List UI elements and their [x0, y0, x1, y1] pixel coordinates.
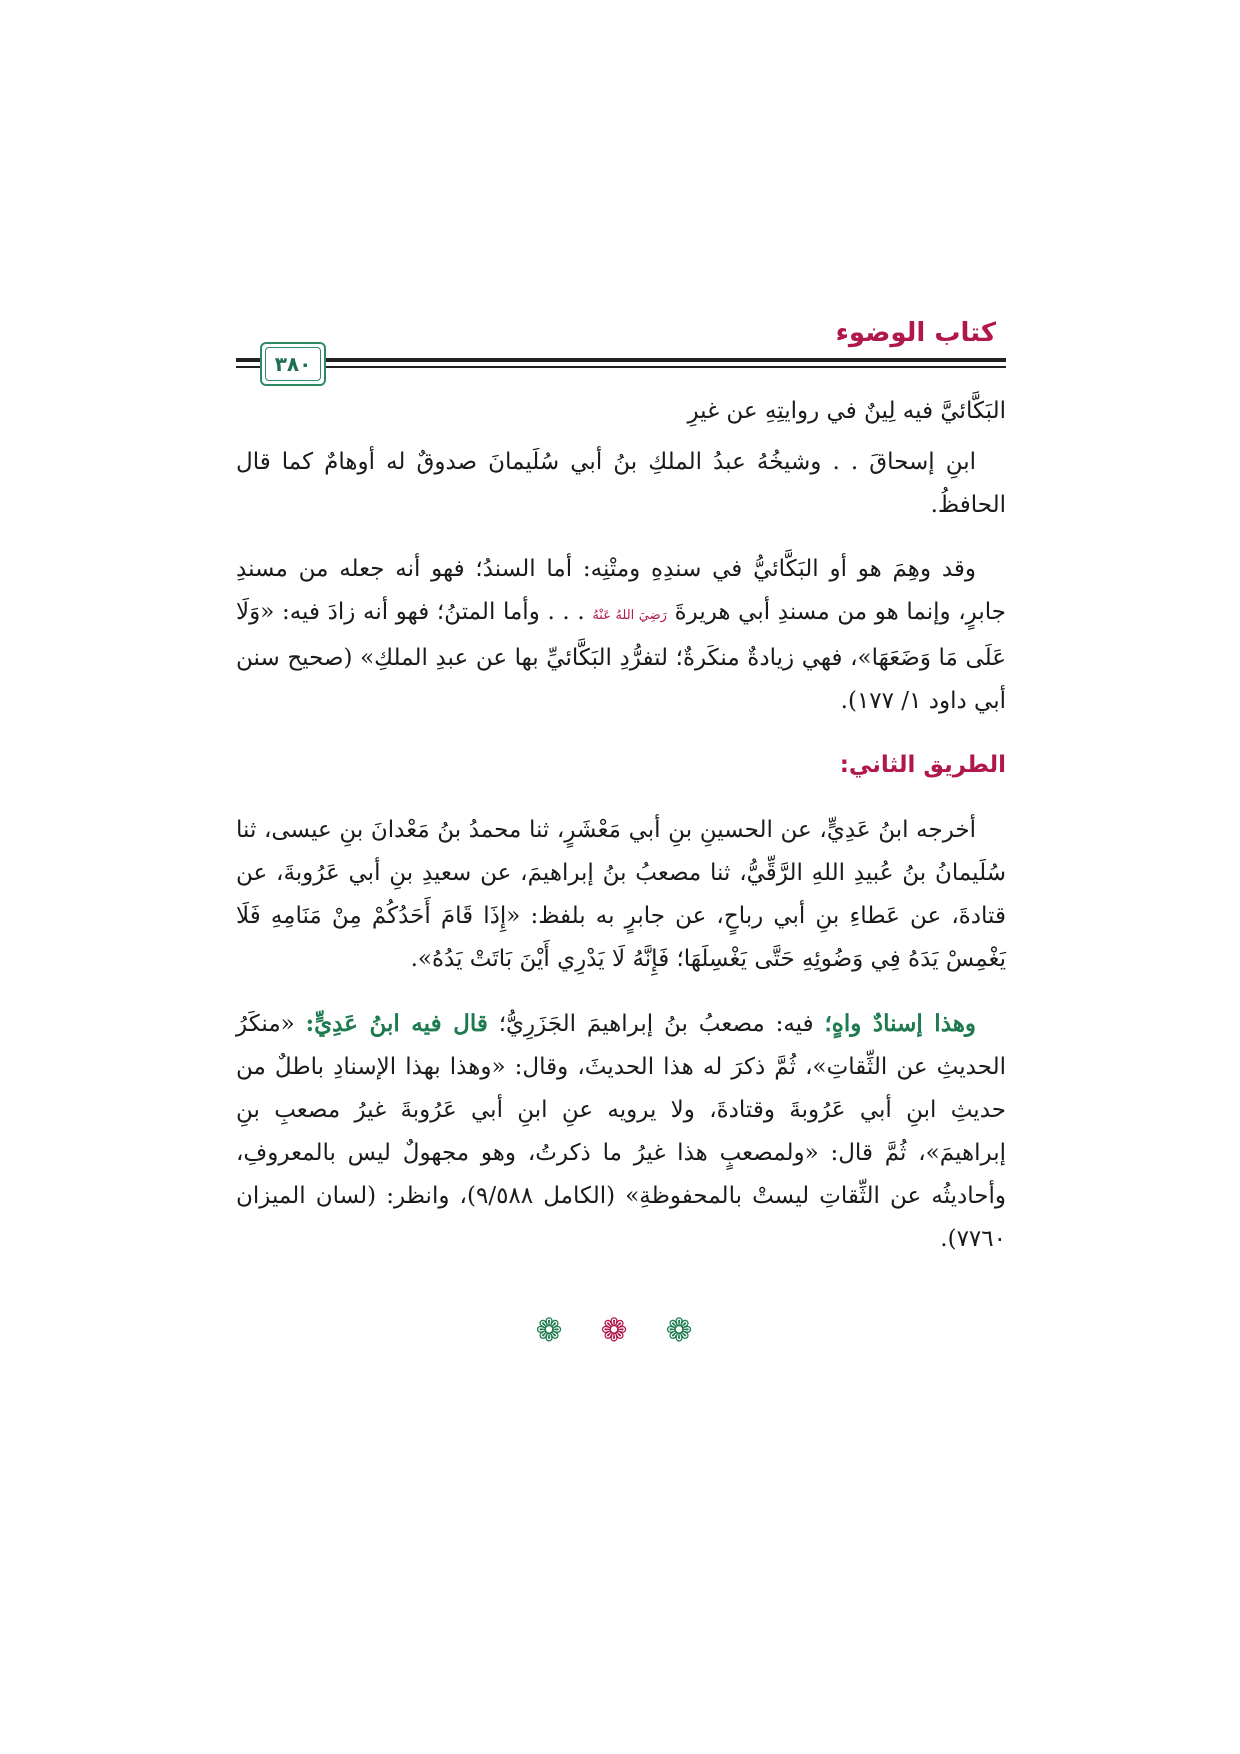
floral-ornament-icon: ❁: [665, 1311, 707, 1349]
paragraph-1: البَكَّائيَّ فيه لِينٌ في روايتِهِ عن غيرِ: [687, 398, 1006, 424]
paragraph-5-verdict: وهذا إسنادٌ واهٍ؛: [824, 1010, 977, 1037]
section-heading: الطريق الثاني:: [839, 752, 1006, 778]
paragraph-5-quote-intro: قال فيه ابنُ عَدِيٍّ:: [305, 1010, 488, 1037]
paragraph-4: أخرجه ابنُ عَدِيٍّ، عن الحسينِ بنِ أبي مَعْشَرٍ، ثنا محمدُ بنُ مَعْدانَ بنِ عيسى، ثنا سُلَيمانُ بنُ عُبيدِ اللهِ الرَّقِّيُّ، ثنا مصعبُ بنُ إبراهيمَ، عن سعيدِ بنِ أبي عَرُوبةَ، عن قتادةَ، عن عَطاءِ بنِ أبي رباحٍ، عن جابرٍ به بلفظ: «إِذَا قَامَ أَحَدُكُمْ مِنْ مَنَامِهِ فَلَا يَغْمِسْ يَدَهُ فِي وَضُوئِهِ حَتَّى يَغْسِلَهَا؛ فَإِنَّهُ لَا يَدْرِي أَيْنَ بَاتَتْ يَدُهُ».: [236, 817, 1006, 972]
paragraph-2: ابنِ إسحاقَ . . وشيخُهُ عبدُ الملكِ بنُ أبي سُلَيمانَ صدوقٌ له أوهامٌ كما قال الحافظُ.: [236, 449, 1006, 518]
paragraph-3: [236, 548, 1006, 723]
page-header: [236, 318, 1006, 384]
floral-ornament-icon: ❁: [600, 1311, 642, 1349]
paragraph-5-text-b: «منكَرُ الحديثِ عن الثِّقاتِ»، ثُمَّ ذكرَ له هذا الحديثَ، وقال: «وهذا بهذا الإسنادِ باطلٌ من حديثِ ابنِ أبي عَرُوبةَ وقتادةَ، ولا يرويه عنِ ابنِ أبي عَرُوبةَ غيرُ مصعبِ بنِ إبراهيمَ»، ثُمَّ قال: «ولمصعبٍ هذا غيرُ ما ذكرتُ، وهو مجهولٌ ليس بالمعروفِ، وأحاديثُه عن الثِّقاتِ ليستْ بالمحفوظةِ» (الكامل ٩/٥٨٨)، وانظر: (لسان الميزان ٧٧٦٠).: [236, 1011, 1006, 1252]
honorific-glyph: رَضِيَ اللهُ عَنْهُ: [592, 608, 667, 623]
paragraph-3-text-a: وقد وهِمَ هو أو البَكَّائيُّ في سندِهِ ومتْنِه: أما السندُ؛ فهو أنه جعله من مسندِ جابرٍ، وإنما هو من مسندِ أبي هريرةَ: [236, 556, 1007, 625]
page: [236, 318, 1006, 1349]
header-rule-thick: [236, 358, 1006, 362]
paragraph-5: [236, 1002, 1006, 1261]
body-text: [236, 390, 1006, 1261]
floral-ornament-icon: ❁: [535, 1311, 577, 1349]
page-number-badge: [260, 342, 326, 386]
paragraph-5-text-a: فيه: مصعبُ بنُ إبراهيمَ الجَزَرِيُّ؛: [487, 1011, 814, 1037]
end-ornaments: [236, 1311, 1006, 1349]
paragraph-3-text-b: . . . وأما المتنُ؛ فهو أنه زادَ فيه: «وَلَا عَلَى مَا وَضَعَهَا»، فهي زيادةٌ منكَرةٌ؛ لتفرُّدِ البَكَّائيِّ بها عن عبدِ الملكِ» (صحيح سنن أبي داود ١/ ١٧٧).: [236, 599, 1006, 714]
header-rule-thin: [236, 366, 1006, 368]
page-number: ٣٨٠: [274, 352, 312, 376]
book-title: كتاب الوضوء: [835, 318, 996, 348]
header-rules: [236, 358, 1006, 368]
